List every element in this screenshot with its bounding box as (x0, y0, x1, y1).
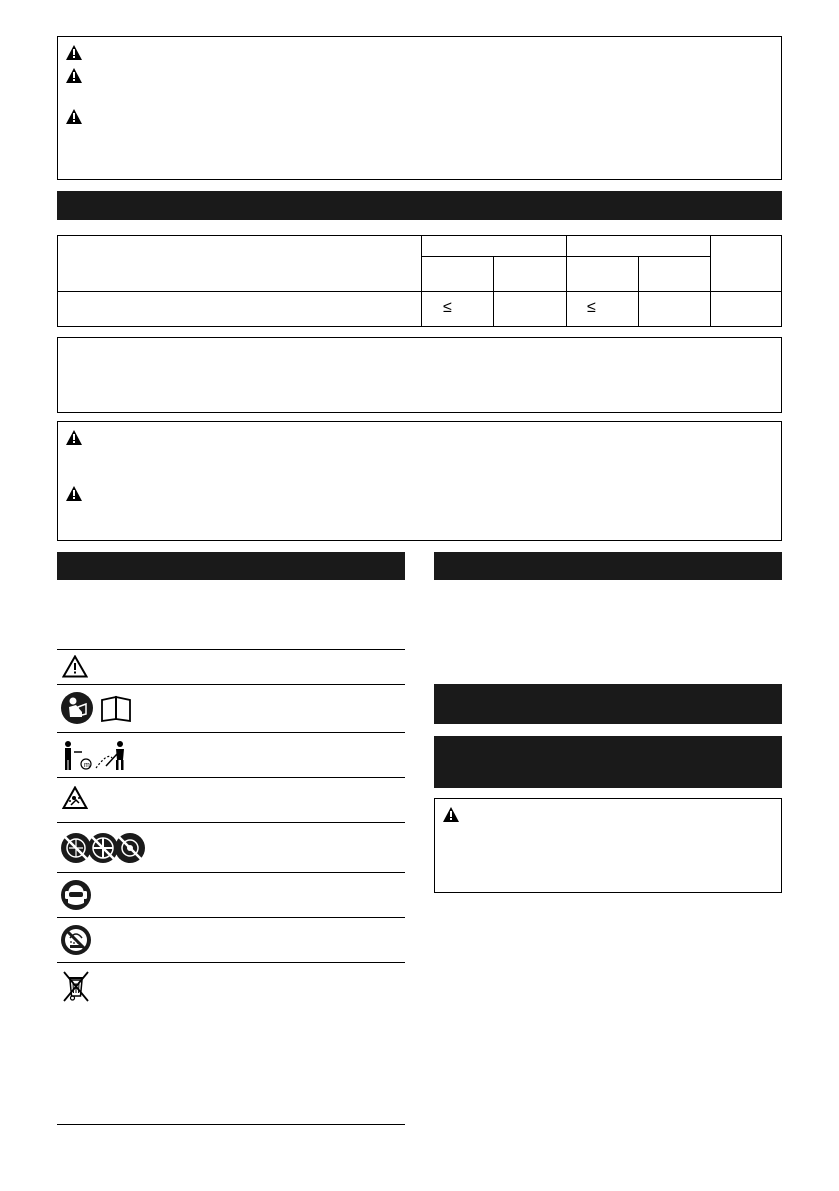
lte-symbol: ≤ (587, 299, 596, 316)
symbol-row-divider (57, 649, 405, 650)
symbol-row-divider (57, 917, 405, 918)
wear-eye-protection-icon (60, 879, 92, 911)
symbol-row-divider (57, 732, 405, 733)
symbol-row-divider (57, 684, 405, 685)
warning-triangle-icon (66, 430, 82, 445)
warning-triangle-icon (66, 45, 82, 60)
symbol-row-divider (57, 822, 405, 823)
symbol-row-divider (57, 1124, 405, 1125)
warning-box-top (57, 36, 782, 180)
table-col-divider (710, 236, 711, 326)
warning-triangle-icon (66, 486, 82, 501)
table-row-divider (58, 291, 781, 292)
table-col-divider (421, 236, 422, 326)
table-col-divider (638, 256, 639, 326)
warning-box-right (434, 798, 782, 893)
no-rain-icon (60, 924, 92, 956)
crossed-out-bin-icon (62, 970, 90, 1004)
safety-subheading-bar (434, 736, 782, 788)
note-box (57, 337, 782, 413)
flying-objects-icon (62, 786, 88, 810)
warning-triangle-icon (66, 109, 82, 124)
warning-box-middle (57, 421, 782, 541)
symbols-heading-bar (57, 552, 405, 580)
safety-heading-bar (434, 684, 782, 724)
lte-symbol: ≤ (443, 299, 452, 316)
no-metal-blade-icon (60, 830, 146, 866)
section-heading-bar (57, 191, 782, 220)
keep-bystanders-away-icon (60, 740, 134, 772)
table-col-divider (566, 236, 567, 326)
symbol-row-divider (57, 962, 405, 963)
read-manual-icon (60, 690, 134, 726)
caution-triangle-icon (62, 655, 88, 678)
spec-table (57, 235, 782, 327)
table-col-divider (493, 256, 494, 326)
svg-text:m: m (84, 762, 90, 769)
intended-use-heading-bar (434, 552, 782, 580)
warning-triangle-icon (66, 68, 82, 83)
symbol-row-divider (57, 777, 405, 778)
warning-triangle-icon (443, 807, 459, 822)
symbol-row-divider (57, 872, 405, 873)
